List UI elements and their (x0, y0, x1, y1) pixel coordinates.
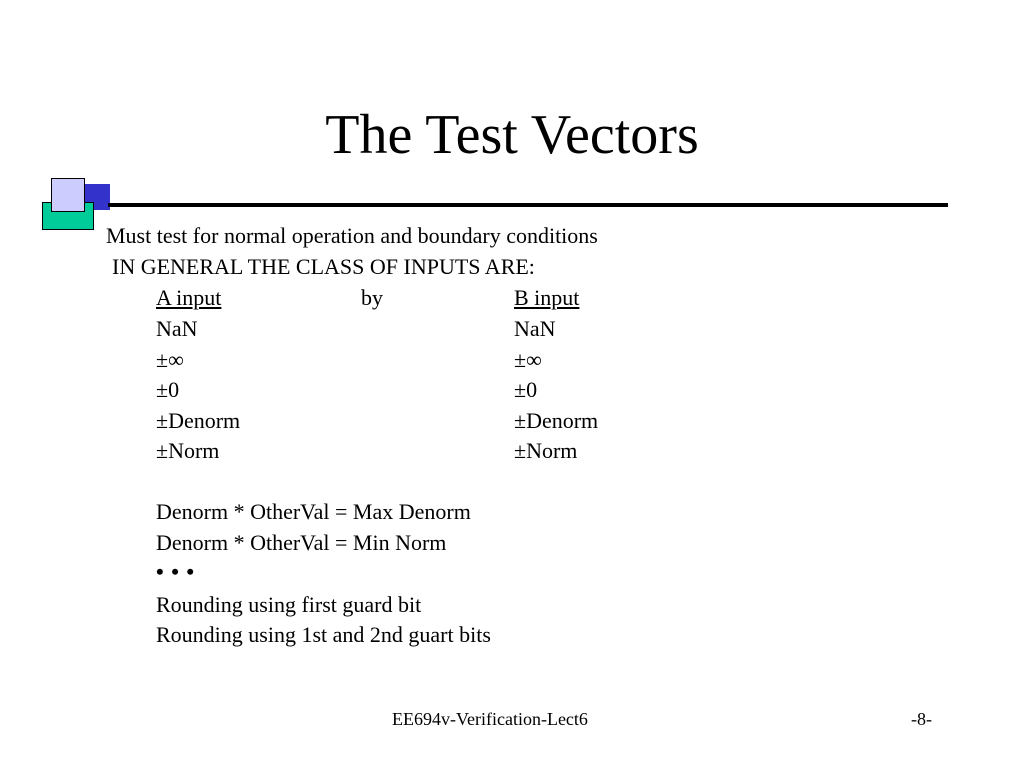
header-b-input: B input (514, 285, 580, 310)
row-b-norm: ±Norm (514, 438, 578, 463)
row-b-nan: NaN (514, 316, 556, 341)
header-a-input: A input (156, 285, 222, 310)
page-number: -8- (911, 709, 932, 729)
row-a-nan: NaN (156, 316, 198, 341)
header-by: by (361, 285, 383, 310)
ellipsis-dots: • • • (156, 559, 196, 584)
case-first-guard-bit: Rounding using first guard bit (156, 592, 422, 617)
row-a-denorm: ±Denorm (156, 408, 241, 433)
footer-text: EE694v-Verification-Lect6 (392, 709, 588, 729)
logo-light-square (51, 178, 85, 212)
row-a-norm: ±Norm (156, 438, 220, 463)
case-min-norm: Denorm * OtherVal = Min Norm (156, 530, 447, 555)
subheading: IN GENERAL THE CLASS OF INPUTS ARE: (112, 254, 535, 279)
row-a-infinity: ±∞ (156, 347, 184, 372)
row-b-denorm: ±Denorm (514, 408, 599, 433)
case-guard-bits: Rounding using 1st and 2nd guart bits (156, 622, 491, 647)
case-max-denorm: Denorm * OtherVal = Max Denorm (156, 499, 471, 524)
intro-text: Must test for normal operation and boundary conditions (106, 223, 598, 248)
slide-title: The Test Vectors (325, 104, 699, 166)
title-rule (108, 203, 948, 207)
slide-logo (40, 176, 114, 232)
row-b-infinity: ±∞ (514, 347, 542, 372)
row-a-zero: ±0 (156, 377, 180, 402)
row-b-zero: ±0 (514, 377, 538, 402)
